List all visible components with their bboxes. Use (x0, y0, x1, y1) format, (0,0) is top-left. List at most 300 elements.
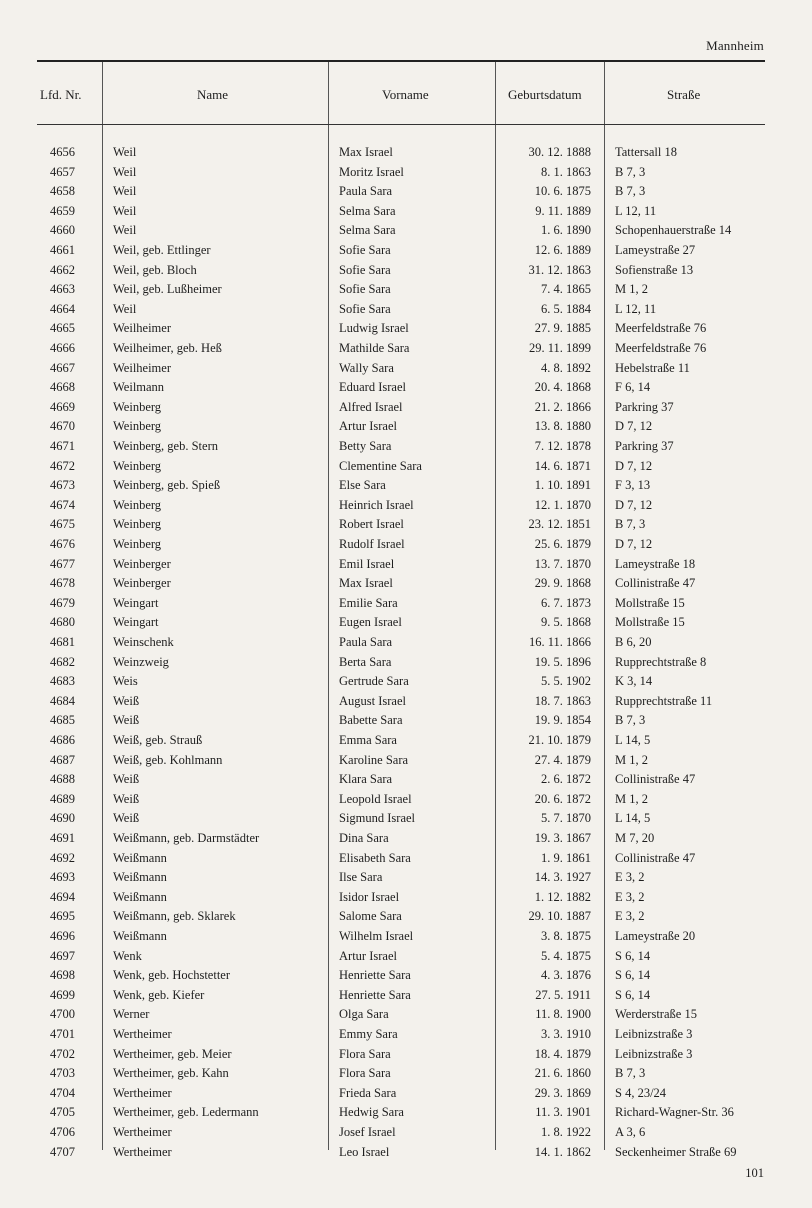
row-geburtsdatum: 16. 11. 1866 (528, 635, 591, 649)
table-row (0, 988, 812, 1008)
row-number: 4697 (50, 948, 75, 963)
row-geburtsdatum: 1. 8. 1922 (541, 1125, 591, 1139)
row-name: Weinberg (113, 419, 162, 434)
header-rule (37, 124, 765, 125)
row-vorname: Emma Sara (339, 733, 397, 747)
row-number: 4696 (50, 929, 75, 943)
row-strasse: Leibnizstraße 3 (615, 1046, 693, 1061)
row-strasse: B 7, 3 (615, 184, 646, 199)
row-geburtsdatum: 13. 7. 1870 (534, 556, 591, 571)
row-name: Weil (113, 145, 137, 159)
row-name: Wenk, geb. Hochstetter (113, 968, 231, 983)
top-rule (37, 60, 765, 62)
row-geburtsdatum: 23. 12. 1851 (528, 517, 591, 532)
row-geburtsdatum: 1. 10. 1891 (534, 478, 591, 493)
row-strasse: M 7, 20 (615, 831, 655, 845)
row-strasse: B 7, 3 (615, 1066, 646, 1081)
table-row (0, 694, 812, 714)
row-vorname: Paula Sara (339, 184, 393, 199)
row-name: Wertheimer (113, 1144, 172, 1159)
row-number: 4672 (50, 458, 75, 473)
row-number: 4656 (50, 145, 75, 159)
row-name: Weilheimer (113, 321, 171, 336)
row-vorname: Eduard Israel (339, 380, 406, 395)
page-number: 101 (745, 1166, 764, 1180)
row-number: 4702 (50, 1046, 75, 1061)
row-name: Weißmann (113, 929, 167, 943)
row-geburtsdatum: 18. 4. 1879 (534, 1046, 591, 1061)
row-number: 4679 (50, 595, 75, 610)
row-number: 4706 (50, 1125, 75, 1139)
row-strasse: D 7, 12 (615, 419, 653, 434)
row-geburtsdatum: 21. 2. 1866 (534, 399, 591, 414)
row-strasse: Leibnizstraße 3 (615, 1027, 693, 1041)
row-number: 4668 (50, 380, 75, 395)
row-name: Weinberg, geb. Spieß (113, 478, 221, 493)
row-strasse: Seckenheimer Straße 69 (615, 1144, 737, 1159)
row-geburtsdatum: 12. 1. 1870 (534, 497, 591, 512)
table-row (0, 439, 812, 459)
row-vorname: Isidor Israel (339, 889, 400, 904)
table-row (0, 204, 812, 224)
row-geburtsdatum: 29. 10. 1887 (528, 909, 591, 924)
row-vorname: Emil Israel (339, 556, 395, 571)
row-number: 4705 (50, 1105, 75, 1120)
row-strasse: S 6, 14 (615, 948, 651, 963)
row-geburtsdatum: 21. 10. 1879 (528, 733, 591, 747)
row-vorname: Emilie Sara (339, 595, 398, 610)
table-row (0, 223, 812, 243)
row-geburtsdatum: 14. 6. 1871 (534, 458, 591, 473)
row-number: 4657 (50, 164, 75, 179)
row-strasse: L 14, 5 (615, 811, 651, 826)
row-strasse: Tattersall 18 (615, 145, 677, 159)
row-number: 4701 (50, 1027, 75, 1041)
row-vorname: Dina Sara (339, 831, 389, 845)
row-strasse: Mollstraße 15 (615, 615, 685, 630)
row-vorname: Frieda Sara (339, 1085, 397, 1100)
row-name: Weil (113, 301, 137, 316)
row-name: Weißmann (113, 850, 167, 865)
row-name: Weil (113, 223, 137, 238)
row-strasse: S 4, 23/24 (615, 1085, 667, 1100)
row-name: Weißmann (113, 870, 167, 885)
row-strasse: S 6, 14 (615, 987, 651, 1002)
row-strasse: Mollstraße 15 (615, 595, 685, 610)
table-row (0, 302, 812, 322)
row-vorname: Artur Israel (339, 419, 397, 434)
row-name: Weinberg, geb. Stern (113, 439, 218, 453)
row-strasse: Hebelstraße 11 (615, 360, 690, 375)
table-row (0, 792, 812, 812)
row-geburtsdatum: 19. 9. 1854 (534, 713, 591, 728)
row-vorname: Klara Sara (339, 772, 393, 787)
row-number: 4707 (50, 1144, 75, 1159)
row-vorname: Sofie Sara (339, 243, 391, 257)
row-vorname: Sofie Sara (339, 282, 391, 297)
table-row (0, 400, 812, 420)
row-name: Weil (113, 184, 137, 199)
row-name: Wertheimer, geb. Meier (113, 1046, 232, 1061)
row-vorname: Sigmund Israel (339, 811, 416, 826)
row-geburtsdatum: 1. 6. 1890 (541, 223, 591, 238)
row-strasse: Collinistraße 47 (615, 772, 696, 787)
row-name: Weiß (113, 713, 140, 728)
row-vorname: Elisabeth Sara (339, 850, 411, 865)
row-strasse: F 6, 14 (615, 380, 651, 395)
row-number: 4685 (50, 713, 75, 728)
row-strasse: K 3, 14 (615, 674, 653, 689)
row-strasse: Rupprechtstraße 8 (615, 654, 707, 669)
table-row (0, 890, 812, 910)
row-number: 4692 (50, 850, 75, 865)
row-vorname: Paula Sara (339, 635, 393, 649)
row-strasse: Meerfeldstraße 76 (615, 321, 707, 336)
table-row (0, 459, 812, 479)
row-vorname: Leo Israel (339, 1144, 390, 1159)
row-strasse: Richard-Wagner-Str. 36 (615, 1105, 734, 1120)
row-name: Wertheimer (113, 1027, 172, 1041)
table-row (0, 713, 812, 733)
table-row (0, 655, 812, 675)
table-row (0, 909, 812, 929)
row-name: Weilheimer, geb. Heß (113, 341, 222, 355)
row-strasse: Lameystraße 20 (615, 929, 696, 943)
table-row (0, 949, 812, 969)
row-number: 4700 (50, 1007, 75, 1022)
table-row (0, 361, 812, 381)
row-name: Weingart (113, 615, 159, 630)
row-vorname: Alfred Israel (339, 399, 403, 414)
row-name: Wenk, geb. Kiefer (113, 987, 205, 1002)
row-geburtsdatum: 27. 4. 1879 (534, 752, 591, 767)
row-number: 4678 (50, 576, 75, 591)
row-vorname: Else Sara (339, 478, 386, 493)
row-number: 4664 (50, 301, 75, 316)
row-number: 4661 (50, 243, 75, 257)
row-strasse: Rupprechtstraße 11 (615, 693, 713, 708)
table-row (0, 1086, 812, 1106)
table-row (0, 517, 812, 537)
row-number: 4695 (50, 909, 75, 924)
row-vorname: Selma Sara (339, 203, 396, 218)
row-number: 4691 (50, 831, 75, 845)
row-geburtsdatum: 29. 11. 1899 (528, 341, 591, 355)
row-name: Weis (113, 674, 138, 689)
row-geburtsdatum: 5. 5. 1902 (541, 674, 591, 689)
row-geburtsdatum: 10. 6. 1875 (534, 184, 591, 199)
row-name: Weil (113, 203, 137, 218)
row-strasse: Meerfeldstraße 76 (615, 341, 707, 355)
row-name: Weiß (113, 791, 140, 806)
row-name: Wertheimer (113, 1085, 172, 1100)
city-heading: Mannheim (706, 38, 764, 53)
row-geburtsdatum: 3. 8. 1875 (541, 929, 591, 943)
row-vorname: Josef Israel (339, 1125, 396, 1139)
row-geburtsdatum: 4. 3. 1876 (541, 968, 591, 983)
row-name: Wertheimer, geb. Ledermann (113, 1105, 259, 1120)
row-name: Weinschenk (113, 635, 174, 649)
table-row (0, 1047, 812, 1067)
row-strasse: Schopenhauerstraße 14 (615, 223, 732, 238)
row-strasse: A 3, 6 (615, 1125, 646, 1139)
row-vorname: Clementine Sara (339, 458, 422, 473)
row-name: Weinberg (113, 399, 162, 414)
row-vorname: Leopold Israel (339, 791, 412, 806)
row-name: Weingart (113, 595, 159, 610)
row-geburtsdatum: 3. 3. 1910 (541, 1027, 591, 1041)
row-strasse: L 12, 11 (615, 203, 657, 218)
table-row (0, 811, 812, 831)
row-vorname: Gertrude Sara (339, 674, 409, 689)
row-vorname: Moritz Israel (339, 164, 404, 179)
table-row (0, 184, 812, 204)
row-vorname: Rudolf Israel (339, 537, 405, 551)
table-row (0, 145, 812, 165)
row-geburtsdatum: 5. 4. 1875 (541, 948, 591, 963)
row-name: Weiß, geb. Strauß (113, 733, 203, 747)
row-number: 4689 (50, 791, 75, 806)
row-number: 4660 (50, 223, 75, 238)
row-geburtsdatum: 25. 6. 1879 (534, 537, 591, 551)
row-strasse: M 1, 2 (615, 282, 648, 297)
row-vorname: Wally Sara (339, 360, 394, 375)
row-strasse: Parkring 37 (615, 399, 674, 414)
row-name: Weinberg (113, 517, 162, 532)
row-name: Wenk (113, 948, 142, 963)
row-strasse: E 3, 2 (615, 909, 645, 924)
row-strasse: B 6, 20 (615, 635, 652, 649)
row-name: Weinzweig (113, 654, 169, 669)
row-vorname: Betty Sara (339, 439, 392, 453)
row-strasse: Sofienstraße 13 (615, 262, 694, 277)
table-row (0, 243, 812, 263)
row-geburtsdatum: 27. 9. 1885 (534, 321, 591, 336)
row-geburtsdatum: 1. 9. 1861 (541, 850, 591, 865)
row-vorname: Max Israel (339, 145, 393, 159)
row-name: Weil (113, 164, 137, 179)
header-name: Name (197, 87, 229, 102)
row-name: Weinberg (113, 497, 162, 512)
table-row (0, 615, 812, 635)
row-number: 4699 (50, 987, 75, 1002)
row-geburtsdatum: 29. 3. 1869 (534, 1085, 591, 1100)
row-vorname: Flora Sara (339, 1066, 391, 1081)
row-number: 4684 (50, 693, 75, 708)
row-geburtsdatum: 9. 5. 1868 (541, 615, 591, 630)
row-name: Weinberger (113, 576, 171, 591)
row-number: 4659 (50, 203, 75, 218)
row-vorname: Max Israel (339, 576, 393, 591)
table-row (0, 1007, 812, 1027)
table-row (0, 341, 812, 361)
row-geburtsdatum: 5. 7. 1870 (541, 811, 591, 826)
row-name: Weißmann, geb. Sklarek (113, 909, 236, 924)
row-strasse: Lameystraße 18 (615, 556, 696, 571)
row-number: 4675 (50, 517, 75, 532)
row-vorname: Mathilde Sara (339, 341, 410, 355)
row-geburtsdatum: 31. 12. 1863 (528, 262, 591, 277)
row-strasse: D 7, 12 (615, 537, 653, 551)
row-geburtsdatum: 1. 12. 1882 (534, 889, 591, 904)
row-vorname: Selma Sara (339, 223, 396, 238)
row-geburtsdatum: 2. 6. 1872 (541, 772, 591, 787)
row-geburtsdatum: 11. 8. 1900 (535, 1007, 591, 1022)
row-geburtsdatum: 29. 9. 1868 (534, 576, 591, 591)
row-geburtsdatum: 11. 3. 1901 (535, 1105, 591, 1120)
table-row (0, 478, 812, 498)
row-number: 4667 (50, 360, 75, 375)
row-number: 4694 (50, 889, 75, 904)
row-name: Weinberg (113, 537, 162, 551)
row-vorname: Robert Israel (339, 517, 404, 532)
row-number: 4688 (50, 772, 75, 787)
row-strasse: S 6, 14 (615, 968, 651, 983)
table-row (0, 674, 812, 694)
row-geburtsdatum: 14. 3. 1927 (534, 870, 591, 885)
row-number: 4665 (50, 321, 75, 336)
table-row (0, 851, 812, 871)
row-vorname: Sofie Sara (339, 301, 391, 316)
row-vorname: Emmy Sara (339, 1027, 398, 1041)
row-number: 4690 (50, 811, 75, 826)
row-geburtsdatum: 13. 8. 1880 (534, 419, 591, 434)
table-row (0, 1066, 812, 1086)
row-geburtsdatum: 7. 12. 1878 (534, 439, 591, 453)
row-name: Weil, geb. Lußheimer (113, 282, 222, 297)
row-vorname: Hedwig Sara (339, 1105, 404, 1120)
row-name: Weil, geb. Ettlinger (113, 243, 211, 257)
row-geburtsdatum: 18. 7. 1863 (534, 693, 591, 708)
row-geburtsdatum: 8. 1. 1863 (541, 164, 591, 179)
row-name: Weinberg (113, 458, 162, 473)
row-number: 4687 (50, 752, 75, 767)
row-number: 4677 (50, 556, 75, 571)
row-vorname: Babette Sara (339, 713, 403, 728)
row-geburtsdatum: 27. 5. 1911 (535, 987, 591, 1002)
row-vorname: Berta Sara (339, 654, 392, 669)
row-name: Weiß (113, 693, 140, 708)
row-number: 4669 (50, 399, 75, 414)
row-strasse: D 7, 12 (615, 497, 653, 512)
header-geburtsdatum: Geburtsdatum (508, 87, 582, 102)
row-vorname: Heinrich Israel (339, 497, 414, 512)
row-geburtsdatum: 30. 12. 1888 (528, 145, 591, 159)
row-number: 4681 (50, 635, 75, 649)
row-number: 4704 (50, 1085, 75, 1100)
row-strasse: L 14, 5 (615, 733, 651, 747)
row-strasse: Collinistraße 47 (615, 850, 696, 865)
row-vorname: August Israel (339, 693, 406, 708)
table-row (0, 1027, 812, 1047)
row-number: 4693 (50, 870, 75, 885)
table-row (0, 263, 812, 283)
table-row (0, 380, 812, 400)
row-number: 4682 (50, 654, 75, 669)
row-name: Weißmann (113, 889, 167, 904)
row-geburtsdatum: 12. 6. 1889 (534, 243, 591, 257)
table-row (0, 419, 812, 439)
row-vorname: Sofie Sara (339, 262, 391, 277)
table-row (0, 498, 812, 518)
table-row (0, 557, 812, 577)
row-geburtsdatum: 6. 5. 1884 (541, 301, 591, 316)
table-row (0, 282, 812, 302)
row-name: Weiß, geb. Kohlmann (113, 752, 223, 767)
row-number: 4658 (50, 184, 75, 199)
table-row (0, 870, 812, 890)
row-vorname: Henriette Sara (339, 968, 411, 983)
row-strasse: Collinistraße 47 (615, 576, 696, 591)
row-vorname: Ludwig Israel (339, 321, 409, 336)
header-strasse: Straße (667, 87, 701, 102)
header-vorname: Vorname (382, 87, 429, 102)
row-name: Werner (113, 1007, 150, 1022)
row-geburtsdatum: 20. 4. 1868 (534, 380, 591, 395)
row-strasse: F 3, 13 (615, 478, 651, 493)
table-row (0, 537, 812, 557)
row-geburtsdatum: 19. 3. 1867 (534, 831, 591, 845)
table-row (0, 1125, 812, 1145)
table-row (0, 1105, 812, 1125)
row-vorname: Flora Sara (339, 1046, 391, 1061)
row-vorname: Ilse Sara (339, 870, 383, 885)
row-strasse: Lameystraße 27 (615, 243, 696, 257)
row-vorname: Olga Sara (339, 1007, 389, 1022)
row-geburtsdatum: 6. 7. 1873 (541, 595, 591, 610)
row-vorname: Wilhelm Israel (339, 929, 414, 943)
row-strasse: B 7, 3 (615, 164, 646, 179)
row-name: Weißmann, geb. Darmstädter (113, 831, 260, 845)
row-strasse: Parkring 37 (615, 439, 674, 453)
table-row (0, 321, 812, 341)
row-name: Weilheimer (113, 360, 171, 375)
row-name: Wertheimer (113, 1125, 172, 1139)
row-strasse: L 12, 11 (615, 301, 657, 316)
row-name: Weinberger (113, 556, 171, 571)
row-number: 4676 (50, 537, 75, 551)
row-number: 4663 (50, 282, 75, 297)
table-row (0, 968, 812, 988)
row-vorname: Henriette Sara (339, 987, 411, 1002)
row-strasse: M 1, 2 (615, 752, 648, 767)
row-number: 4703 (50, 1066, 75, 1081)
table-row (0, 596, 812, 616)
row-strasse: B 7, 3 (615, 713, 646, 728)
row-number: 4698 (50, 968, 75, 983)
row-strasse: E 3, 2 (615, 889, 645, 904)
row-name: Weiß (113, 811, 140, 826)
row-name: Weiß (113, 772, 140, 787)
row-number: 4662 (50, 262, 75, 277)
row-strasse: M 1, 2 (615, 791, 648, 806)
table-row (0, 635, 812, 655)
row-strasse: Werderstraße 15 (615, 1007, 697, 1022)
table-row (0, 165, 812, 185)
table-row (0, 929, 812, 949)
row-geburtsdatum: 19. 5. 1896 (534, 654, 591, 669)
table-row (0, 576, 812, 596)
row-number: 4686 (50, 733, 75, 747)
table-row (0, 1145, 812, 1165)
row-name: Weil, geb. Bloch (113, 262, 197, 277)
row-geburtsdatum: 9. 11. 1889 (535, 203, 591, 218)
row-number: 4673 (50, 478, 75, 493)
row-geburtsdatum: 21. 6. 1860 (534, 1066, 591, 1081)
row-number: 4670 (50, 419, 75, 434)
table-row (0, 831, 812, 851)
row-strasse: D 7, 12 (615, 458, 653, 473)
